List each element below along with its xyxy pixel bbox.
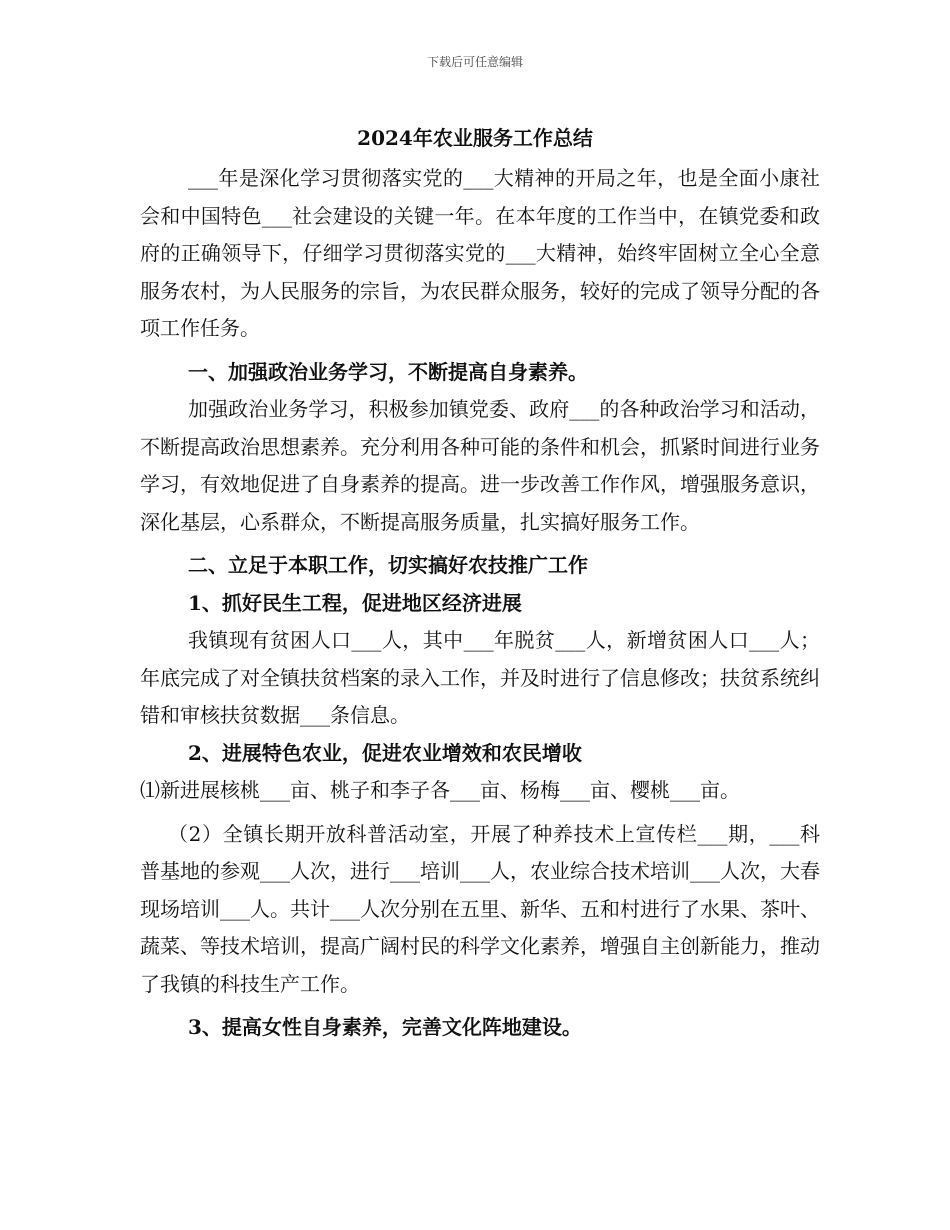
- section-1-paragraph: 加强政治业务学习，积极参加镇党委、政府___的各种政治学习和活动，不断提高政治思想素养。充分利用各种可能的条件和机会，抓紧时间进行业务学习，有效地促进了自身素养的提高。进一步改善工作作风，增强服务意识，深化基层，心系群众，不断提高服务质量，扎实搞好服务工作。: [140, 397, 820, 534]
- subsection-2-2-item-1: ⑴新进展核桃___亩、桃子和李子各___亩、杨梅___亩、樱桃___亩。: [140, 778, 740, 802]
- section-heading-1: 一、加强政治业务学习，不断提高自身素养。: [188, 359, 588, 384]
- section-heading-2: 二、立足于本职工作，切实搞好农技推广工作: [188, 553, 588, 577]
- document-body: [140, 160, 820, 1047]
- subsection-heading-2-2: 2、进展特色农业，促进农业增效和农民增收: [188, 740, 582, 765]
- header-note: 下载后可任意编辑: [426, 55, 523, 69]
- document-title: 2024年农业服务工作总结: [357, 126, 593, 150]
- subsection-2-1-paragraph: 我镇现有贫困人口___人，其中___年脱贫___人，新增贫困人口___人；年底完成了对全镇扶贫档案的录入工作，并及时进行了信息修改；扶贫系统纠错和审核扶贫数据___条信息。: [140, 628, 820, 727]
- subsection-heading-2-3: 3、提高女性自身素养，完善文化阵地建设。: [188, 1015, 582, 1039]
- intro-paragraph: ___年是深化学习贯彻落实党的___大精神的开局之年，也是全面小康社会和中国特色___社会建设的关键一年。在本年度的工作当中，在镇党委和政府的正确领导下，仔细学习贯彻落实党的___大精神，始终牢固树立全心全意服务农村，为人民服务的宗旨，为农民群众服务，较好的完成了领导分配的各项工作任务。: [140, 166, 820, 340]
- subsection-heading-2-1: 1、抓好民生工程，促进地区经济进展: [188, 590, 522, 615]
- subsection-2-2-item-2: （2）全镇长期开放科普活动室，开展了种养技术上宣传栏___期，___科普基地的参观___人次，进行___培训___人，农业综合技术培训___人次，大春现场培训___人。共计___人次分别在五里、新华、五和村进行了水果、茶叶、蔬菜、等技术培训，提高广阔村民的科学文化素养，增强自主创新能力，推动了我镇的科技生产工作。: [140, 821, 820, 996]
